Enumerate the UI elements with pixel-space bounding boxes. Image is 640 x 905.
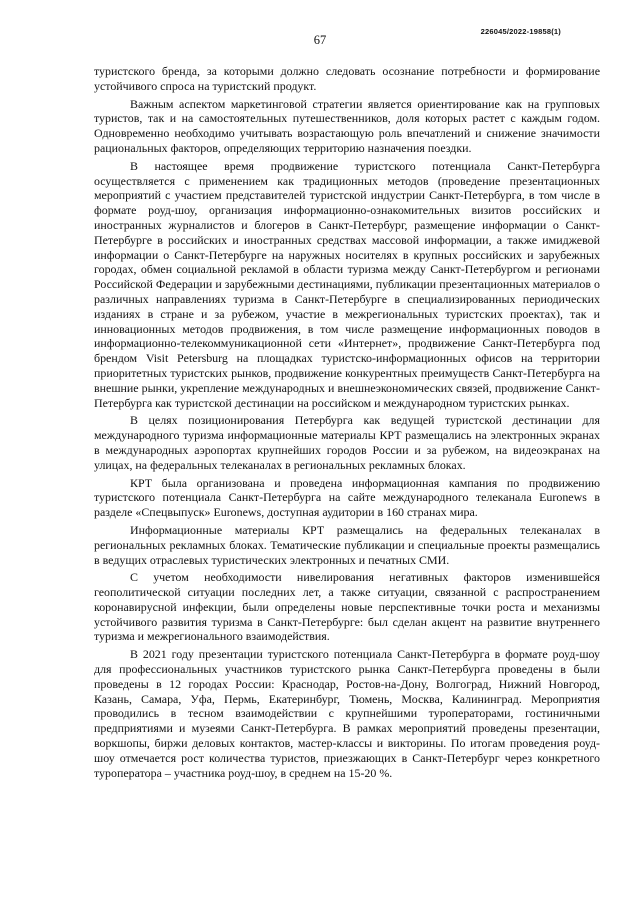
paragraph: Информационные материалы КРТ размещались на федеральных телеканалах в региональных рекламных блоках. Тематические публикации и специальные проекты размещались в ведущих отраслевых туристических электронных и печатных СМИ. bbox=[94, 522, 600, 567]
paragraph: КРТ была организована и проведена информационная кампания по продвижению туристского потенциала Санкт-Петербурга на сайте международного телеканала Euronews в разделе «Спецвыпуск» Euronews, доступная аудитории в 160 странах мира. bbox=[94, 475, 600, 520]
paragraph: С учетом необходимости нивелирования негативных факторов изменившейся геополитической ситуации последних лет, а также ситуации, связанной с распространением коронавирусной инфекции, были определены новые перспективные точки роста и механизмы устойчивого развития туризма в Санкт-Петербурге: был сделан акцент на развитие внутреннего туризма и межрегионального взаимодействия. bbox=[94, 570, 600, 644]
paragraph: В 2021 году презентации туристского потенциала Санкт-Петербурга в формате роуд-шоу для профессиональных участников туристского рынка Санкт-Петербурга проведены в были проведены в 12 городах России: Краснодар, Ростов-на-Дону, Волгоград, Нижний Новгород, Казань, Самара, Уфа, Пермь, Екатеринбург, Тюмень, Москва, Калининград. Мероприятия проводились в тесном взаимодействии с крупнейшими туроператорами, гостиничными предприятиями и музеями Санкт-Петербурга. В рамках мероприятий проведены презентации, воркшопы, биржи деловых контактов, мастер-классы и викторины. По итогам проведения роуд-шоу отмечается рост количества туристов, приезжающих в Санкт-Петербург через конкретного туроператора – участника роуд-шоу, в среднем на 15-20 %. bbox=[94, 647, 600, 780]
paragraph: В целях позиционирования Петербурга как ведущей туристской дестинации для международного туризма информационные материалы КРТ размещались на электронных экранах в международных аэропортах крупнейших городов России и за рубежом, на видеоэкранах на улицах, на федеральных телеканалах в региональных рекламных блоках. bbox=[94, 413, 600, 472]
paragraph: Важным аспектом маркетинговой стратегии является ориентирование как на групповых туристов, так и на самостоятельных путешественников, доля которых растет с каждым годом. Одновременно необходимо учитывать возрастающую роль впечатлений и снижение значимости рациональных факторов, определяющих территорию назначения поездки. bbox=[94, 96, 600, 155]
paragraph: туристского бренда, за которыми должно следовать осознание потребности и формирование устойчивого спроса на туристский продукт. bbox=[94, 64, 600, 93]
paragraph: В настоящее время продвижение туристского потенциала Санкт-Петербурга осуществляется с применением как традиционных методов (проведение презентационных мероприятий с участием представителей туристской индустрии Санкт-Петербурга, в том числе в формате роуд-шоу, организация информационно-ознакомительных визитов российских и иностранных журналистов и блогеров в Санкт-Петербург, размещение информации о Санкт-Петербурге в российских и иностранных средствах массовой информации, а также имиджевой информации о Санкт-Петербурге на наружных носителях в крупных российских и зарубежных городах, обмен социальной рекламой в области туризма между Санкт-Петербургом и регионами Российской Федерации и зарубежными дестинациями, публикации презентационных материалов о различных направлениях туризма в Санкт-Петербурге в специализированных периодических изданиях в стране и за рубежом, участие в межрегиональных туристских проектах), так и инновационных методов продвижения, в том числе размещение информационных поводов в информационно-телекоммуникационной сети «Интернет», продвижение Санкт-Петербурга под брендом Visit Petersburg на площадках туристско-информационных офисов на территории приоритетных туристских рынков, продвижение конкурентных преимуществ Санкт-Петербурга на внешние рынки, укрепление международных и внешнеэкономических связей, продвижение Санкт-Петербурга как туристской дестинации на российском и международном туристских рынках. bbox=[94, 158, 600, 410]
document-id: 226045/2022-19858(1) bbox=[480, 27, 561, 36]
page-number: 67 bbox=[313, 33, 327, 47]
body-text bbox=[94, 64, 600, 783]
